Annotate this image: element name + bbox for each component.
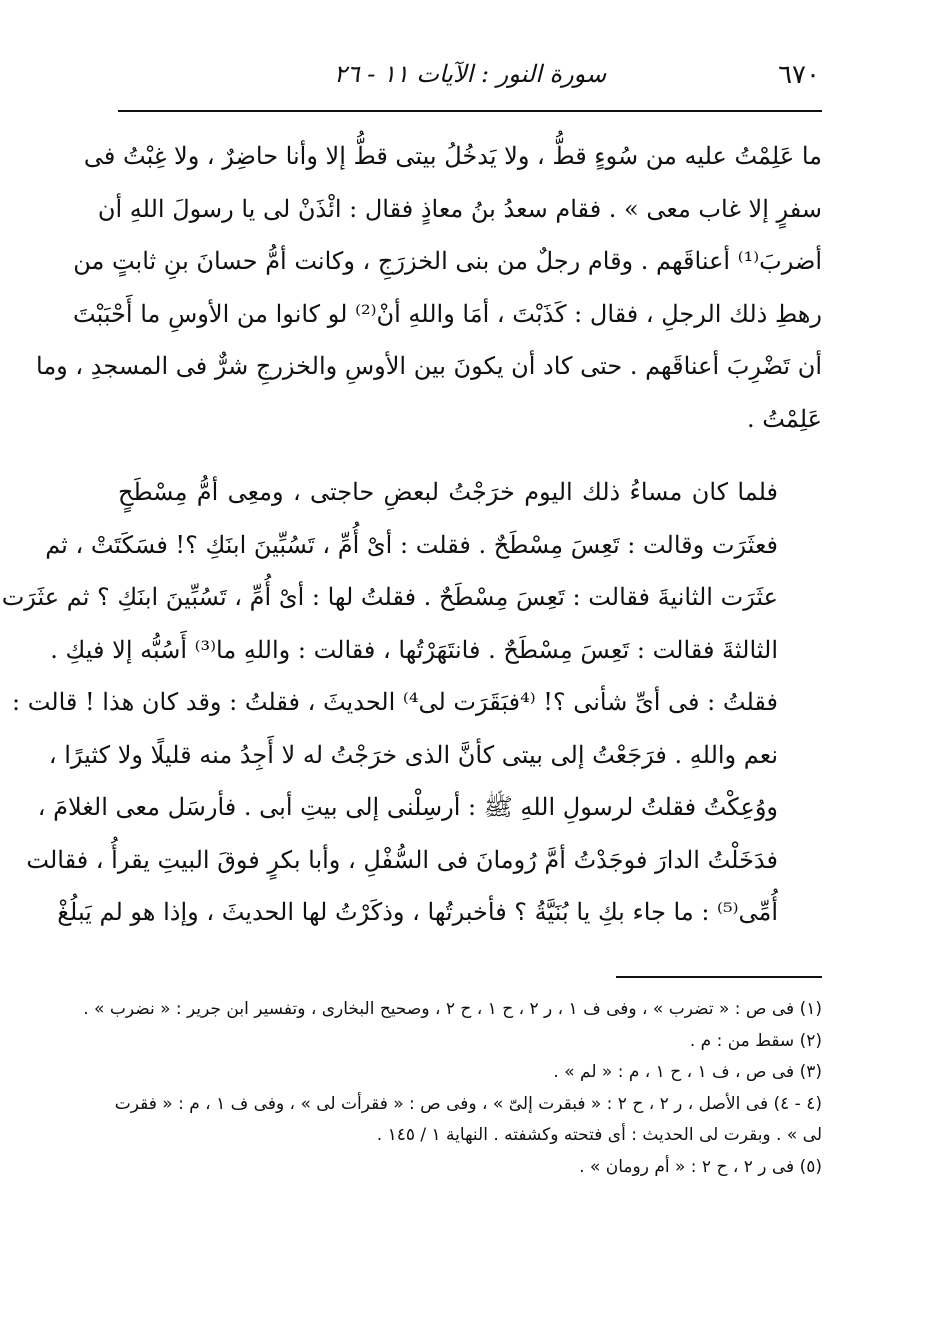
page-number: ٦٧٠ [778, 60, 820, 90]
text-line: نعم واللهِ . فرَجَعْتُ إلى بيتى كأنَّ الذى خرَجْتُ له لا أَجِدُ منه قليلًا ولا كثيرًا ، [48, 740, 778, 769]
text-line: ما عَلِمْتُ عليه من سُوءٍ قطُّ ، ولا يَدخُلُ بيتى قطُّ إلا وأنا حاضِرٌ ، ولا غِبْتُ فى [83, 142, 822, 170]
text-line: عَلِمْتُ . [747, 404, 822, 433]
footnote: (٥) فى ر ٢ ، ح ٢ : « أم رومان » . [579, 1156, 822, 1177]
paragraph [36, 130, 822, 445]
text-line: أن تَضْرِبَ أعناقَهم . حتى كاد أن يكونَ بين الأوسِ والخزرجِ شرٌّ فى المسجدِ ، وما [36, 352, 822, 380]
text-line: رهطِ ذلك الرجلِ ، فقال : كَذَبْتَ ، أمَا واللهِ أنْ⁽²⁾ لو كانوا من الأوسِ ما أَحْبَبْتَ [73, 299, 822, 328]
text-line: أضربَ⁽¹⁾ أعناقَهم . وقام رجلٌ من بنى الخزرَجِ ، وكانت أمُّ حسانَ بنِ ثابتٍ من [73, 247, 822, 275]
text-line: عثَرَت الثانيةَ فقالت : تَعِسَ مِسْطَحٌ . فقلتُ لها : أىْ أُمِّ ، تَسُبِّينَ ابنَكِ ؟ ثم عثَرَت [1, 583, 778, 611]
text-line: فقلتُ : فى أىِّ شأنى ؟! ⁽⁴فبَقَرَت لى⁴⁾ الحديثَ ، فقلتُ : وقد كان هذا ! قالت : [12, 688, 778, 716]
footnote: (٤ - ٤) فى الأصل ، ر ٢ ، ح ٢ : « فبقرت إلىّ » ، وفى ص : « فقرأت لى » ، وفى ف ١ ، م : « فقرت [114, 1093, 822, 1114]
footnotes [83, 994, 822, 1183]
text-line: سفرٍ إلا غاب معى » . فقام سعدُ بنُ معاذٍ فقال : ائْذَنْ لى يا رسولَ اللهِ أن [97, 194, 822, 223]
footnote-rule [616, 976, 822, 978]
paragraph [1, 466, 822, 939]
footnote-continuation: لى » . وبقرت لى الحديث : أى فتحته وكشفته . النهاية ١ / ١٤٥ . [376, 1125, 822, 1145]
text-line: فلما كان مساءُ ذلك اليوم خرَجْتُ لبعضِ حاجتى ، ومعِى أمُّ مِسْطَحٍ [118, 478, 778, 506]
text-line: أُمِّى⁽⁵⁾ : ما جاء بكِ يا بُنَيَّةُ ؟ فأخبرتُها ، وذكَرْتُ لها الحديثَ ، وإذا هو لم يَبلُغْ [57, 898, 778, 926]
footnote: (١) فى ص : « تضرب » ، وفى ف ١ ، ر ٢ ، ح ١ ، ح ٢ ، وصحيح البخارى ، وتفسير ابن جرير : « نضرب » . [83, 999, 822, 1019]
header-rule [118, 110, 822, 112]
text-line: فعثَرَت وقالت : تَعِسَ مِسْطَحٌ . فقلت : أىْ أُمِّ ، تَسُبِّينَ ابنَكِ ؟! فسَكَتَتْ ، ثم [45, 530, 778, 559]
text-line: ووُعِكْتُ فقلتُ لرسولِ اللهِ ﷺ : أرسِلْنى إلى بيتِ أبى . فأرسَل معى الغلامَ ، [37, 793, 778, 821]
footnote: (٣) فى ص ، ف ١ ، ح ١ ، م : « لم » . [553, 1062, 822, 1082]
text-line: الثالثةَ فقالت : تَعِسَ مِسْطَحٌ . فانتَهَرْتُها ، فقالت : واللهِ ما⁽³⁾ أَسُبُّه إلا فيكِ . [50, 635, 778, 664]
body-text [1, 130, 822, 939]
footnote: (٢) سقط من : م . [689, 1030, 822, 1051]
running-title: سورة النور : الآيات ١١ - ٢٦ [333, 60, 607, 88]
text-line: فدَخَلْتُ الدارَ فوجَدْتُ أمَّ رُومانَ فى السُّفْلِ ، وأبا بكرٍ فوقَ البيتِ يقرأُ ، فقالت [26, 845, 778, 874]
